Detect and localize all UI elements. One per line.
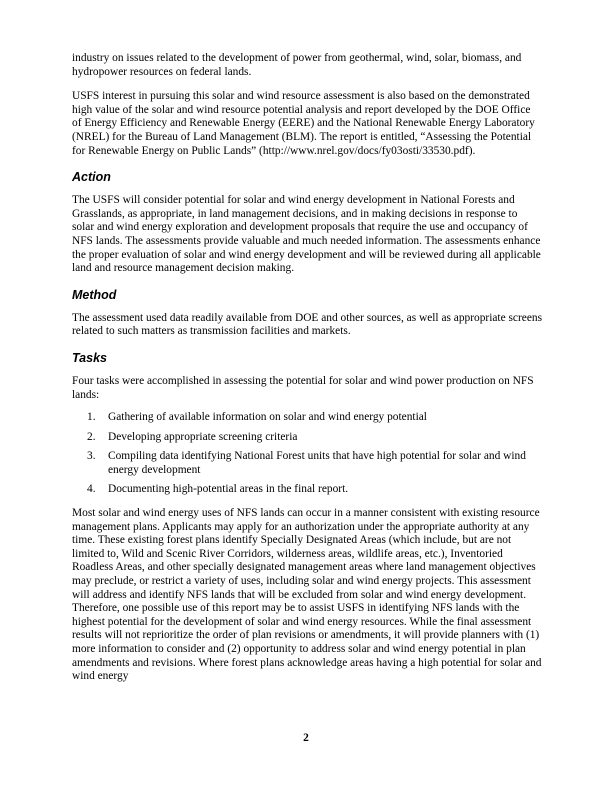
list-item-text: Developing appropriate screening criteria bbox=[108, 430, 298, 443]
tasks-heading: Tasks bbox=[72, 350, 107, 365]
method-heading: Method bbox=[72, 287, 117, 302]
list-item bbox=[72, 431, 542, 445]
action-heading: Action bbox=[72, 170, 111, 185]
tasks-list bbox=[72, 411, 542, 497]
action-paragraph: The USFS will consider potential for solar and wind energy development in National Forests and Grasslands, as appropriate, in land management decisions, and in making decisions in response to solar and wind energy exploration and development proposals that require the use and occupancy of NFS lands. The assessments provide valuable and much needed information. The assessments enhance the proper evaluation of solar and wind energy development and will be reviewed during all applicable land and resource management decision making. bbox=[72, 194, 541, 275]
list-item-text: Compiling data identifying National Forest units that have high potential for solar and wind energy development bbox=[108, 450, 526, 476]
document-page bbox=[72, 52, 542, 684]
tasks-intro-paragraph: Four tasks were accomplished in assessing the potential for solar and wind power production on NFS lands: bbox=[72, 374, 534, 401]
tasks-closing-paragraph: Most solar and wind energy uses of NFS lands can occur in a manner consistent with existing resource management plans. Applicants may apply for an authorization under the appropriate authority at any time. These existing forest plans identify Specially Designated Areas (which include, but are not limited to, Wild and Scenic River Corridors, wilderness areas, wildlife areas, etc.), Inventoried Roadless Areas, and other specially designated management areas where land management objectives may preclude, or restrict a variety of uses, including solar and wind energy projects. This assessment will address and identify NFS lands that will be excluded from solar and wind energy development. Therefore, one possible use of this report may be to assist USFS in identifying NFS lands with the highest potential for the development of solar and wind energy resources. While the final assessment results will not reprioritize the order of plan revisions or amendments, it will provide planners with (1) more information to consider and (2) opportunity to address solar and wind energy potential in plan amendments and revisions. Where forest plans acknowledge areas having a high potential for solar and wind energy bbox=[72, 507, 542, 683]
list-item-number: 1. bbox=[87, 411, 96, 424]
list-item bbox=[72, 483, 542, 497]
list-item bbox=[72, 450, 542, 477]
list-item-number: 4. bbox=[87, 483, 96, 496]
intro-paragraph: industry on issues related to the development of power from geothermal, wind, solar, biomass, and hydropower resources on federal lands. bbox=[72, 52, 522, 78]
list-item bbox=[72, 411, 542, 425]
method-paragraph: The assessment used data readily available from DOE and other sources, as well as appropriate screens related to such matters as transmission facilities and markets. bbox=[72, 311, 543, 338]
list-item-number: 2. bbox=[87, 430, 96, 443]
list-item-number: 3. bbox=[87, 450, 96, 463]
list-item-text: Documenting high-potential areas in the final report. bbox=[108, 483, 349, 496]
list-item-text: Gathering of available information on solar and wind energy potential bbox=[108, 411, 427, 424]
usfs-interest-paragraph: USFS interest in pursuing this solar and wind resource assessment is also based on the demonstrated high value of the solar and wind resource potential analysis and report developed by the DOE Office of Energy Efficiency and Renewable Energy (EERE) and the National Renewable Energy Laboratory (NREL) for the Bureau of Land Management (BLM). The report is entitled, “Assessing the Potential for Renewable Energy on Public Lands” (http://www.nrel.gov/docs/fy03osti/33530.pdf). bbox=[72, 90, 535, 157]
page-number: 2 bbox=[303, 732, 309, 744]
